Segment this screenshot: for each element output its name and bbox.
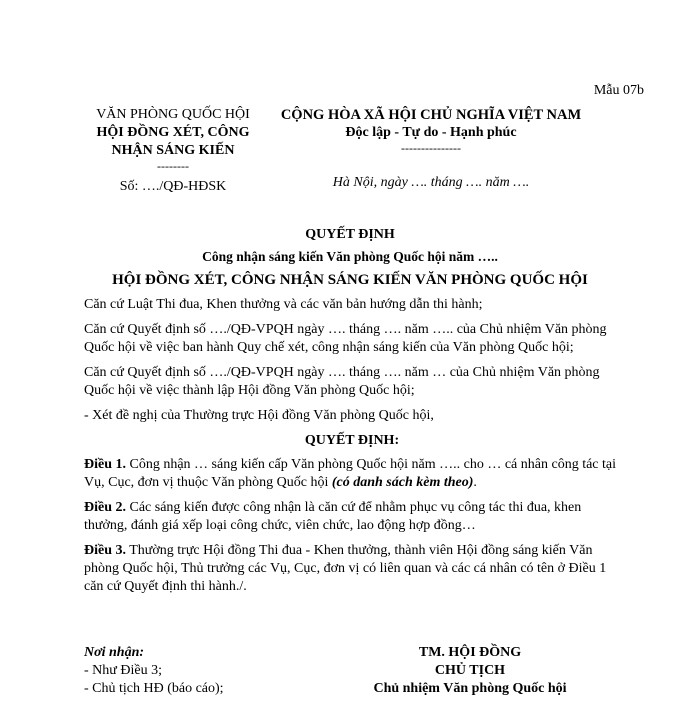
council-name-line1: HỘI ĐỒNG XÉT, CÔNG [96,125,250,140]
document-subject: Công nhận sáng kiến Văn phòng Quốc hội năm ….. [202,249,498,264]
title-block [80,226,620,290]
article-label: Điều 2. [84,500,126,515]
organization-name: VĂN PHÒNG QUỐC HỘI [96,107,250,122]
recipients-label: Nơi nhận: [84,645,145,660]
article-text: Thường trực Hội đồng Thi đua - Khen thưởng, thành viên Hội đồng sáng kiến Văn phòng Quốc hội, Thủ trưởng các Vụ, Cục, đơn vị có liên quan và các cá nhân có tên ở Điều 1 căn cứ Quyết định thi hành./. [84,543,607,594]
preamble-paragraph: Căn cứ Luật Thi đua, Khen thưởng và các văn bản hướng dẫn thi hành; [84,297,483,312]
article-emphasis: (có danh sách kèm theo) [331,475,474,490]
decision-heading: QUYẾT ĐỊNH: [304,433,400,448]
document-type-title: QUYẾT ĐỊNH [305,227,395,242]
document-number: Số: …./QĐ-HĐSK [119,179,227,194]
preamble-paragraph: - Xét đề nghị của Thường trực Hội đồng Văn phòng Quốc hội, [84,408,434,423]
article-tail: . [473,475,477,490]
article-text: Công nhận … sáng kiến cấp Văn phòng Quốc hội năm ….. cho … cá nhân công tác tại Vụ, Cục, đơn vị thuộc Văn phòng Quốc hội [84,457,617,490]
recipient-item: - Chủ tịch HĐ (báo cáo); [84,681,224,696]
country-name: CỘNG HÒA XÃ HỘI CHỦ NGHĨA VIỆT NAM [280,107,582,123]
issuing-council-title: HỘI ĐỒNG XÉT, CÔNG NHẬN SÁNG KIẾN VĂN PHÒNG QUỐC HỘI [112,272,588,288]
document-header [88,106,648,202]
recipient-item: - Như Điều 3; [84,663,162,678]
article-text: Các sáng kiến được công nhận là căn cứ để nhằm phục vụ công tác thi đua, khen thưởng, đánh giá xếp loại công chức, viên chức, lao động hợp đồng… [84,500,582,533]
article-label: Điều 1. [84,457,126,472]
document-footer [84,644,620,704]
article-label: Điều 3. [84,543,126,558]
form-code: Mẫu 07b [593,83,644,98]
article-2 [84,499,620,535]
preamble-paragraph: Căn cứ Quyết định số …./QĐ-VPQH ngày …. tháng …. năm ….. của Chủ nhiệm Văn phòng Quốc hội về việc ban hành Quy chế xét, công nhận sáng kiến của Văn phòng Quốc hội; [84,322,607,355]
issuing-authority-block [88,106,258,196]
recipients-block [84,644,304,698]
right-separator: --------------- [401,141,461,155]
signer-on-behalf: TM. HỘI ĐỒNG [418,645,522,660]
left-separator: -------- [157,159,189,173]
document-body [84,296,620,603]
preamble-paragraph: Căn cứ Quyết định số …./QĐ-VPQH ngày …. tháng …. năm … của Chủ nhiệm Văn phòng Quốc hội về việc thành lập Hội đồng Văn phòng Quốc hội; [84,365,600,398]
signature-block [340,644,600,698]
signer-title: Chủ nhiệm Văn phòng Quốc hội [373,681,567,696]
signer-position: CHỦ TỊCH [434,663,506,678]
national-title-block [272,106,590,192]
article-3 [84,542,620,596]
place-and-date: Hà Nội, ngày …. tháng …. năm …. [332,175,530,190]
national-motto: Độc lập - Tự do - Hạnh phúc [345,125,517,140]
council-name-line2: NHẬN SÁNG KIẾN [111,143,235,158]
article-1 [84,456,620,492]
